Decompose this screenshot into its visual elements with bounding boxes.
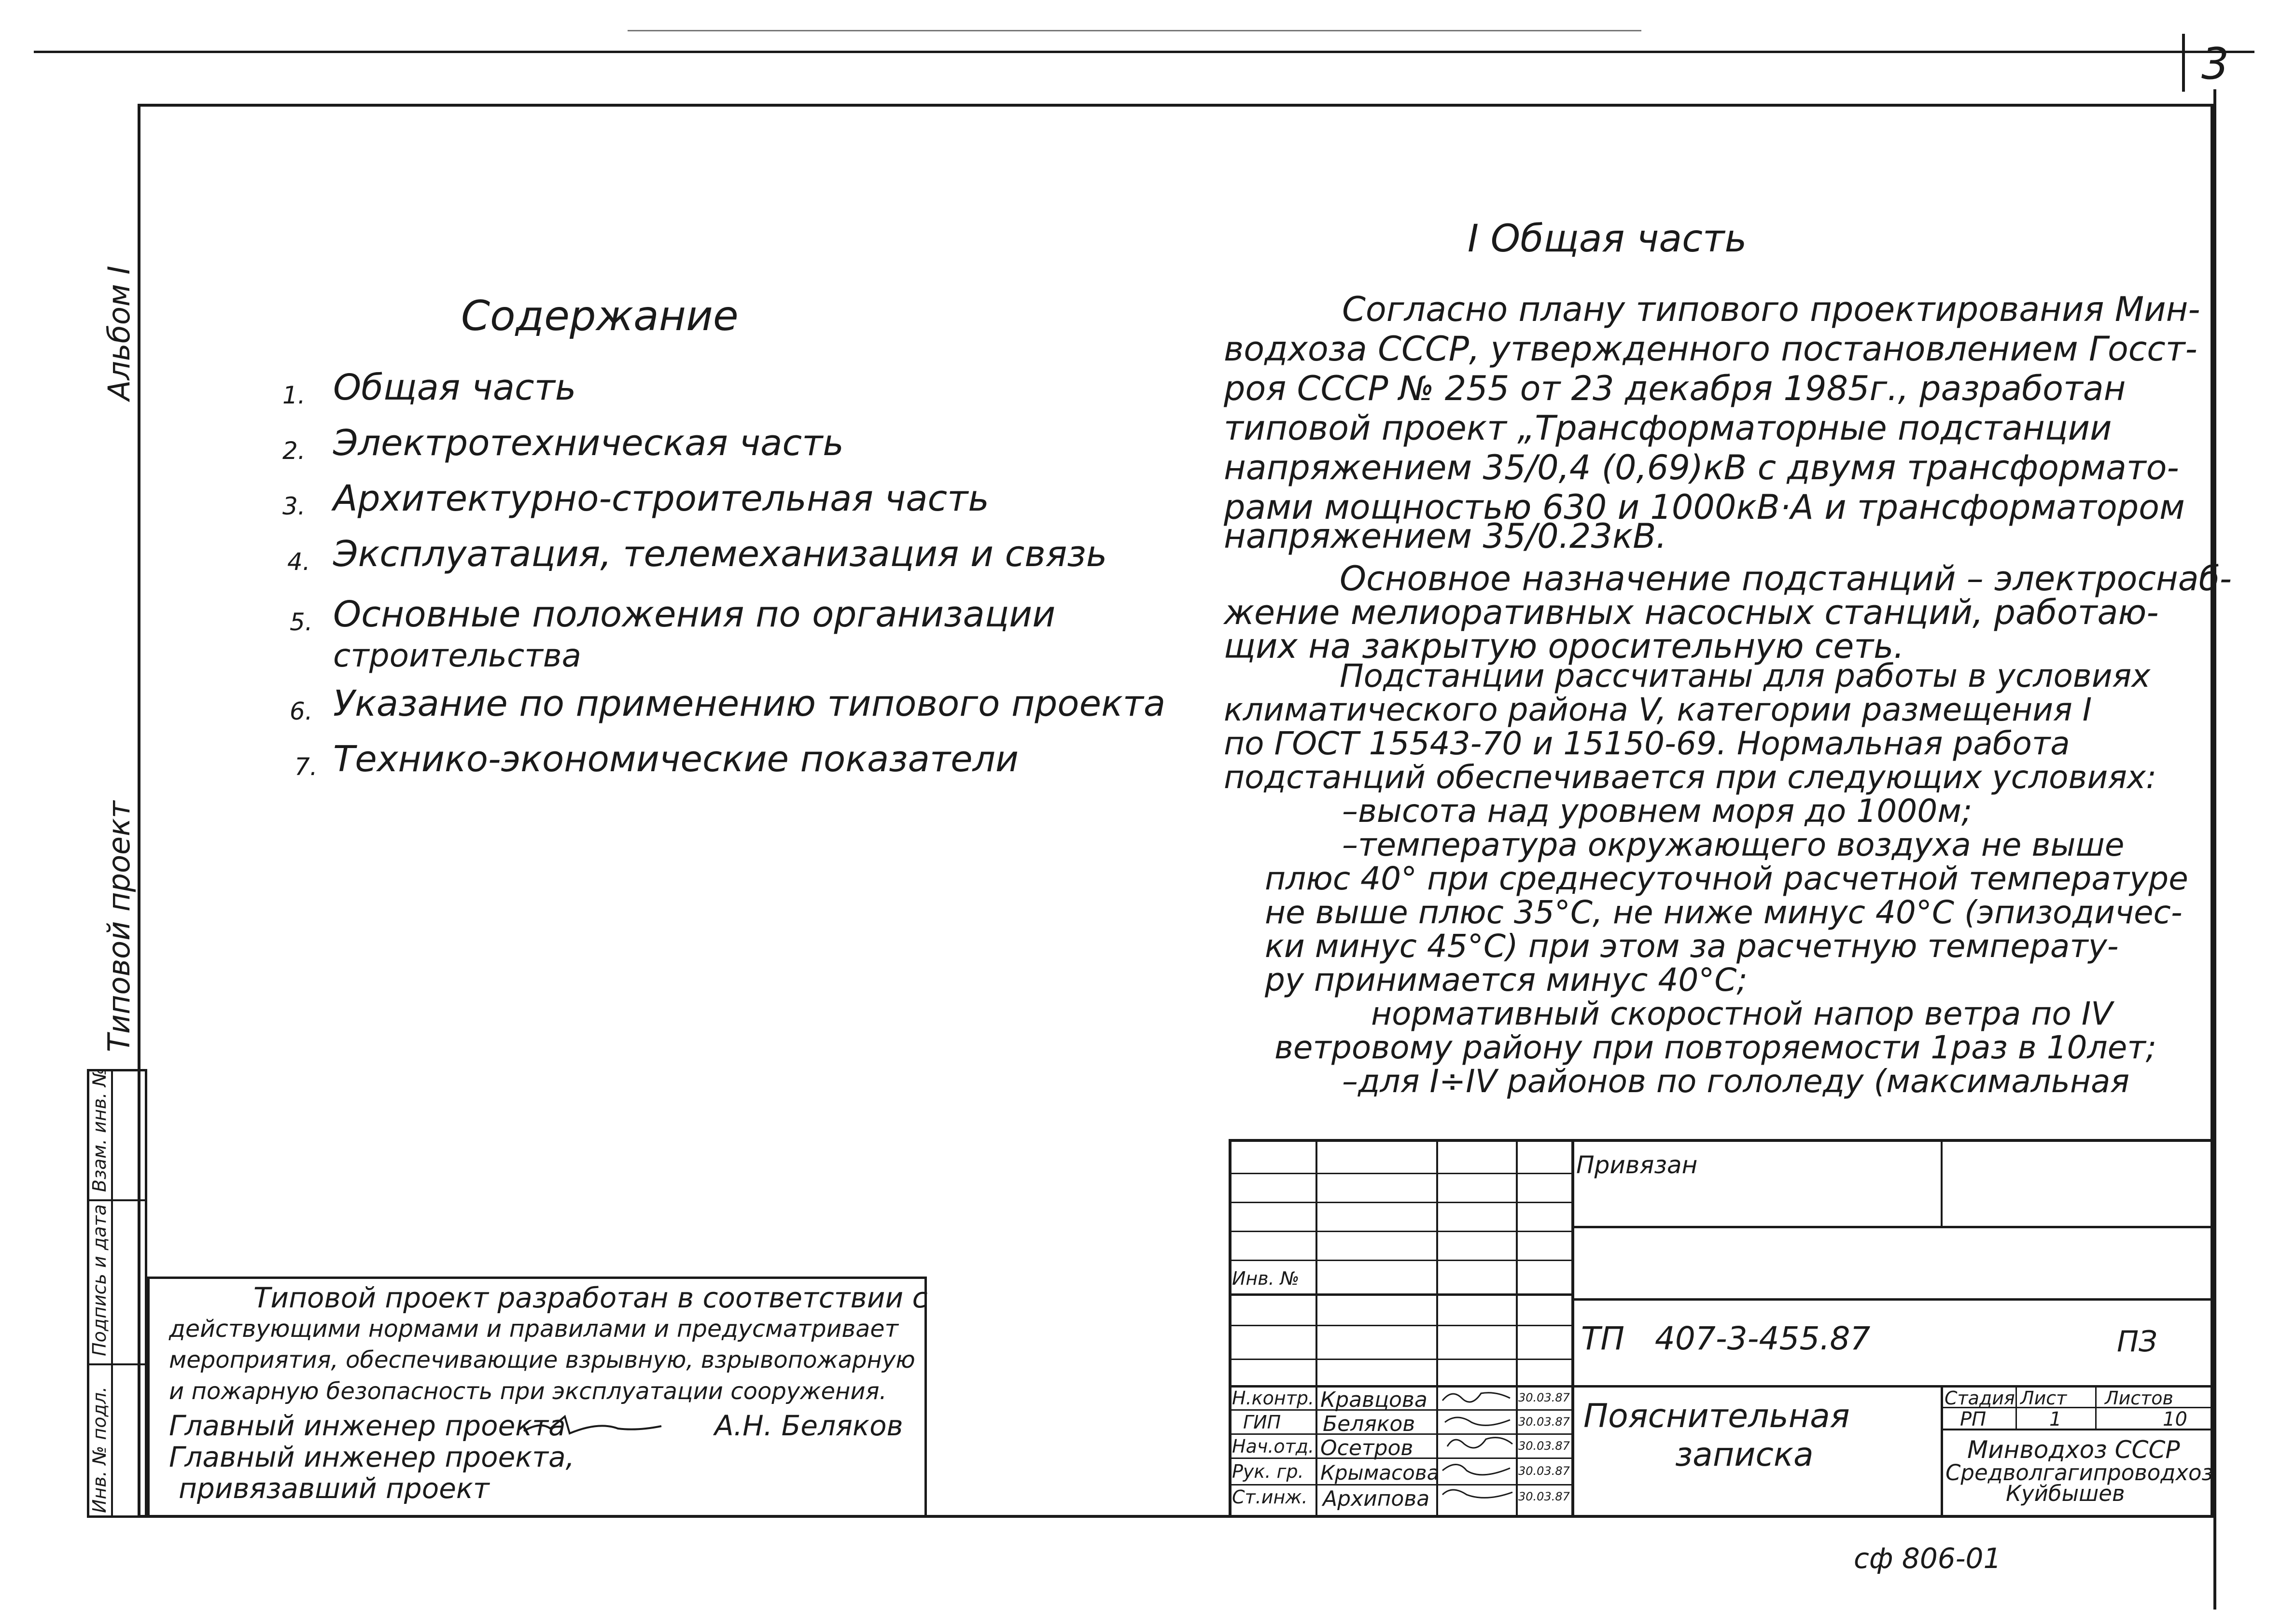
stage-value: РП (1960, 1408, 1987, 1430)
general-line-12: климатического района V, категории размещения I (1224, 691, 2092, 728)
general-line-2: водхоза СССР, утвержденного постановлением Госст- (1224, 329, 2197, 369)
contents-item-6: Указание по применению типового проекта (333, 683, 1166, 724)
chief-engineer-signature (521, 1407, 666, 1445)
general-line-7: напряжением 35/0.23кВ. (1224, 516, 1667, 556)
signature-marks (1438, 1386, 1517, 1516)
signer-date: 30.03.87 (1518, 1490, 1570, 1503)
signer-date: 30.03.87 (1518, 1464, 1570, 1478)
sheets-label: Листов (2105, 1388, 2173, 1409)
tb-h-6 (1229, 1325, 1571, 1326)
general-line-22: ветровому району при повторяемости 1раз в 10лет; (1274, 1029, 2157, 1066)
signer-role: Ст.инж. (1232, 1486, 1308, 1508)
stamp-strip-vline (111, 1069, 113, 1518)
footer-code: сф 806-01 (1854, 1542, 2001, 1575)
doc-title-2: записка (1675, 1436, 1814, 1474)
note-line-8: привязавший проект (179, 1472, 490, 1505)
tb-bound-h (1571, 1226, 2213, 1228)
contents-num-7: 7. (294, 753, 318, 781)
general-line-20: ру принимается минус 40°С; (1265, 961, 1748, 999)
org-line-2: Средволгагипроводхоз (1945, 1460, 2213, 1485)
general-line-8: Основное назначение подстанций – электроснаб- (1340, 559, 2232, 598)
project-type-label: Типовой проект (101, 801, 137, 1052)
signer-date: 30.03.87 (1518, 1391, 1570, 1404)
sheet-value: 1 (2049, 1408, 2062, 1430)
note-line-6: А.Н. Беляков (714, 1409, 903, 1442)
general-line-16: –температура окружающего воздуха не выше (1342, 826, 2125, 863)
bound-label: Привязан (1576, 1151, 1698, 1179)
general-line-14: подстанций обеспечивается при следующих условиях: (1224, 759, 2157, 796)
note-line-4: и пожарную безопасность при эксплуатации сооружения. (169, 1378, 887, 1405)
general-line-3: роя СССР № 255 от 23 декабря 1985г., разработан (1224, 369, 2126, 408)
note-line-2: действующими нормами и правилами и предусматривает (169, 1315, 899, 1343)
contents-item-5-cont: строительства (333, 637, 582, 674)
stamp-inv-label: Инв. № подл. (89, 1386, 110, 1513)
top-border-line (34, 51, 2254, 53)
sheet-label: Лист (2020, 1388, 2067, 1409)
signer-role: Рук. гр. (1232, 1461, 1304, 1482)
doc-mark: ПЗ (2117, 1325, 2157, 1359)
signer-name: Кравцова (1320, 1388, 1427, 1412)
tb-v-1 (1315, 1139, 1317, 1518)
note-line-1: Типовой проект разработан в соответствии с (253, 1281, 928, 1314)
top-border-short (628, 30, 1641, 31)
stamp-strip-hline-1 (87, 1199, 147, 1201)
signer-name: Беляков (1323, 1412, 1415, 1436)
tb-left (1229, 1139, 1231, 1518)
general-line-1: Согласно плану типового проектирования Мин- (1342, 290, 2200, 329)
signer-role: Нач.отд. (1232, 1436, 1315, 1457)
tb-h-2 (1229, 1202, 1571, 1203)
contents-num-4: 4. (287, 548, 310, 576)
right-border-line (2213, 89, 2216, 1610)
tb-h-5 (1229, 1293, 1571, 1296)
contents-item-7: Технико-экономические показатели (333, 738, 1019, 780)
contents-item-4: Эксплуатация, телемеханизация и связь (333, 533, 1107, 575)
tb-h-1 (1229, 1173, 1571, 1174)
doc-title-1: Пояснительная (1583, 1397, 1850, 1435)
tb-stage-v1 (2015, 1385, 2017, 1429)
contents-num-6: 6. (290, 697, 313, 725)
contents-num-5: 5. (290, 608, 313, 636)
tb-top (1229, 1139, 2213, 1142)
note-line-5: Главный инженер проекта (169, 1409, 566, 1442)
general-line-15: –высота над уровнем моря до 1000м; (1342, 792, 1973, 830)
stamp-replace-label: Взам. инв. № (89, 1067, 110, 1192)
note-line-7: Главный инженер проекта, (169, 1441, 575, 1473)
signer-date: 30.03.87 (1518, 1415, 1570, 1429)
stamp-sign-label: Подпись и дата (89, 1204, 110, 1356)
general-line-10: щих на закрытую оросительную сеть. (1224, 626, 1904, 666)
doc-code: ТП 407-3-455.87 (1581, 1320, 1871, 1357)
tb-org-v (1941, 1385, 1943, 1518)
signer-name: Осетров (1320, 1436, 1413, 1460)
org-line-1: Минводхоз СССР (1967, 1436, 2180, 1464)
album-label: Альбом I (101, 265, 137, 401)
tb-h-4 (1229, 1260, 1571, 1261)
signer-date: 30.03.87 (1518, 1439, 1570, 1453)
contents-item-5: Основные положения по организации (333, 594, 1056, 635)
general-line-11: Подстанции рассчитаны для работы в условиях (1340, 657, 2151, 694)
tb-h-3 (1229, 1231, 1571, 1232)
general-line-4: типовой проект „Трансформаторные подстанции (1224, 408, 2112, 448)
stage-label: Стадия (1945, 1388, 2015, 1409)
tb-bound-v (1941, 1139, 1943, 1226)
page-number-divider (2182, 34, 2185, 92)
signer-name: Крымасова (1320, 1461, 1440, 1485)
sheets-value: 10 (2163, 1408, 2187, 1430)
page-number: 3 (2201, 39, 2229, 89)
tb-h-7 (1229, 1359, 1571, 1360)
general-line-17: плюс 40° при среднесуточной расчетной температуре (1265, 860, 2188, 897)
general-line-9: жение мелиоративных насосных станций, работаю- (1224, 593, 2159, 632)
general-line-19: ки минус 45°С) при этом за расчетную температу- (1265, 928, 2119, 965)
signer-role: ГИП (1243, 1412, 1281, 1433)
general-line-23: –для I÷IV районов по гололеду (максимальная (1342, 1063, 2130, 1100)
general-line-21: нормативный скоростной напор ветра по IV (1371, 995, 2113, 1032)
contents-num-1: 1. (282, 381, 306, 409)
tb-v-main (1571, 1139, 1574, 1518)
stamp-strip-hline-2 (87, 1363, 147, 1365)
signer-name: Архипова (1323, 1486, 1430, 1511)
contents-item-3: Архитектурно-строительная часть (333, 478, 989, 519)
general-line-18: не выше плюс 35°С, не ниже минус 40°С (эпизодичес- (1265, 894, 2183, 931)
org-line-3: Куйбышев (2006, 1481, 2125, 1506)
tb-code-h (1571, 1298, 2213, 1301)
contents-item-1: Общая часть (333, 367, 576, 408)
contents-num-2: 2. (282, 437, 306, 465)
general-title: I Общая часть (1468, 217, 1747, 261)
contents-title: Содержание (461, 292, 739, 340)
general-line-5: напряжением 35/0,4 (0,69)кВ с двумя трансформато- (1224, 448, 2179, 487)
tb-stage-v2 (2095, 1385, 2097, 1429)
inv-label: Инв. № (1232, 1268, 1300, 1289)
general-line-6: рами мощностью 630 и 1000кВ·А и трансформатором (1224, 487, 2185, 527)
general-line-13: по ГОСТ 15543-70 и 15150-69. Нормальная работа (1224, 725, 2070, 762)
contents-item-2: Электротехническая часть (333, 422, 844, 464)
note-line-3: мероприятия, обеспечивающие взрывную, взрывопожарную (169, 1346, 915, 1374)
signer-role: Н.контр. (1232, 1388, 1315, 1409)
contents-num-3: 3. (282, 492, 306, 520)
